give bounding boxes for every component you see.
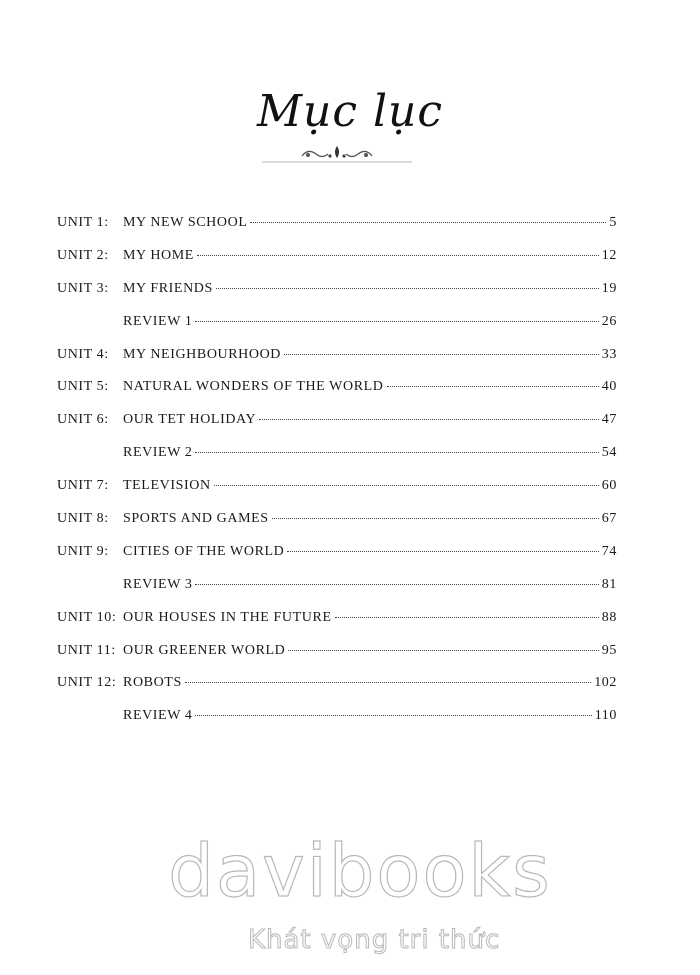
toc-dot-leader: [259, 419, 599, 420]
toc-row[interactable]: [57, 610, 617, 643]
toc-page-number: 81: [601, 576, 617, 592]
toc-unit-number: UNIT 7:: [57, 478, 109, 494]
watermark-brand: davibooks: [168, 829, 552, 913]
toc-row[interactable]: [57, 445, 617, 478]
toc-dot-leader: [387, 386, 599, 387]
toc-dot-leader: [195, 321, 598, 322]
toc-unit-title: SPORTS AND GAMES: [123, 511, 269, 527]
toc-row[interactable]: [57, 379, 617, 412]
toc-page-number: 33: [601, 346, 617, 362]
toc-dot-leader: [216, 288, 599, 289]
toc-row[interactable]: [57, 314, 617, 347]
toc-dot-leader: [272, 518, 599, 519]
toc-unit-title: NATURAL WONDERS OF THE WORLD: [123, 379, 384, 395]
table-of-contents: [57, 215, 617, 741]
toc-row[interactable]: [57, 478, 617, 511]
toc-unit-number: UNIT 1:: [57, 215, 109, 230]
toc-page-number: 88: [601, 609, 617, 625]
toc-page-number: 95: [601, 642, 617, 658]
toc-unit-title: MY NEW SCHOOL: [123, 215, 248, 230]
toc-unit-number: UNIT 5:: [57, 379, 109, 395]
toc-unit-title: REVIEW 2: [123, 445, 193, 461]
toc-unit-title: ROBOTS: [123, 675, 182, 691]
toc-page-number: 12: [601, 247, 617, 263]
toc-unit-number: UNIT 3:: [57, 280, 109, 296]
toc-dot-leader: [197, 255, 599, 256]
toc-dot-leader: [284, 354, 599, 355]
toc-unit-number: UNIT 10:: [57, 609, 117, 625]
toc-unit-number: UNIT 6:: [57, 412, 109, 428]
toc-unit-title: REVIEW 1: [123, 313, 193, 329]
toc-row[interactable]: [57, 215, 617, 248]
toc-page-number: 40: [601, 379, 617, 395]
toc-page-number: 54: [601, 445, 617, 461]
toc-page-number: 67: [601, 511, 617, 527]
toc-dot-leader: [287, 551, 598, 552]
toc-dot-leader: [195, 452, 598, 453]
toc-page-number: 5: [609, 215, 617, 230]
toc-unit-title: MY NEIGHBOURHOOD: [123, 346, 282, 362]
toc-dot-leader: [288, 650, 598, 651]
toc-unit-title: OUR TET HOLIDAY: [123, 412, 257, 428]
toc-unit-title: MY FRIENDS: [123, 280, 213, 296]
toc-row[interactable]: [57, 577, 617, 610]
flourish-ornament-icon: [262, 140, 412, 170]
toc-row[interactable]: [57, 675, 617, 708]
toc-page-number: 110: [594, 708, 617, 724]
toc-page-number: 102: [594, 675, 617, 691]
toc-unit-number: UNIT 11:: [57, 642, 116, 658]
toc-unit-title: TELEVISION: [123, 478, 211, 494]
toc-unit-number: UNIT 8:: [57, 511, 109, 527]
toc-unit-number: UNIT 2:: [57, 247, 109, 263]
toc-row[interactable]: [57, 412, 617, 445]
toc-row[interactable]: [57, 544, 617, 577]
watermark-tagline: Khát vọng tri thức: [248, 925, 501, 955]
toc-dot-leader: [195, 584, 598, 585]
toc-unit-title: REVIEW 4: [123, 708, 193, 724]
toc-row[interactable]: [57, 248, 617, 281]
toc-unit-title: CITIES OF THE WORLD: [123, 543, 285, 559]
toc-unit-title: MY HOME: [123, 247, 194, 263]
toc-page-number: 19: [601, 280, 617, 296]
page-title: Mục lục: [256, 86, 444, 137]
toc-row[interactable]: [57, 281, 617, 314]
toc-unit-title: REVIEW 3: [123, 576, 193, 592]
toc-dot-leader: [214, 485, 599, 486]
toc-page-number: 74: [601, 543, 617, 559]
toc-row[interactable]: [57, 643, 617, 676]
toc-unit-title: OUR GREENER WORLD: [123, 642, 286, 658]
toc-dot-leader: [195, 715, 591, 716]
toc-unit-number: UNIT 4:: [57, 346, 109, 362]
toc-row[interactable]: [57, 708, 617, 741]
toc-page-number: 60: [601, 478, 617, 494]
toc-page-number: 26: [601, 313, 617, 329]
toc-dot-leader: [250, 222, 606, 223]
toc-dot-leader: [335, 617, 599, 618]
toc-unit-number: UNIT 9:: [57, 543, 109, 559]
toc-dot-leader: [185, 682, 591, 683]
toc-unit-number: UNIT 12:: [57, 675, 117, 691]
toc-page-number: 47: [601, 412, 617, 428]
toc-unit-title: OUR HOUSES IN THE FUTURE: [123, 609, 332, 625]
toc-row[interactable]: [57, 347, 617, 380]
toc-row[interactable]: [57, 511, 617, 544]
